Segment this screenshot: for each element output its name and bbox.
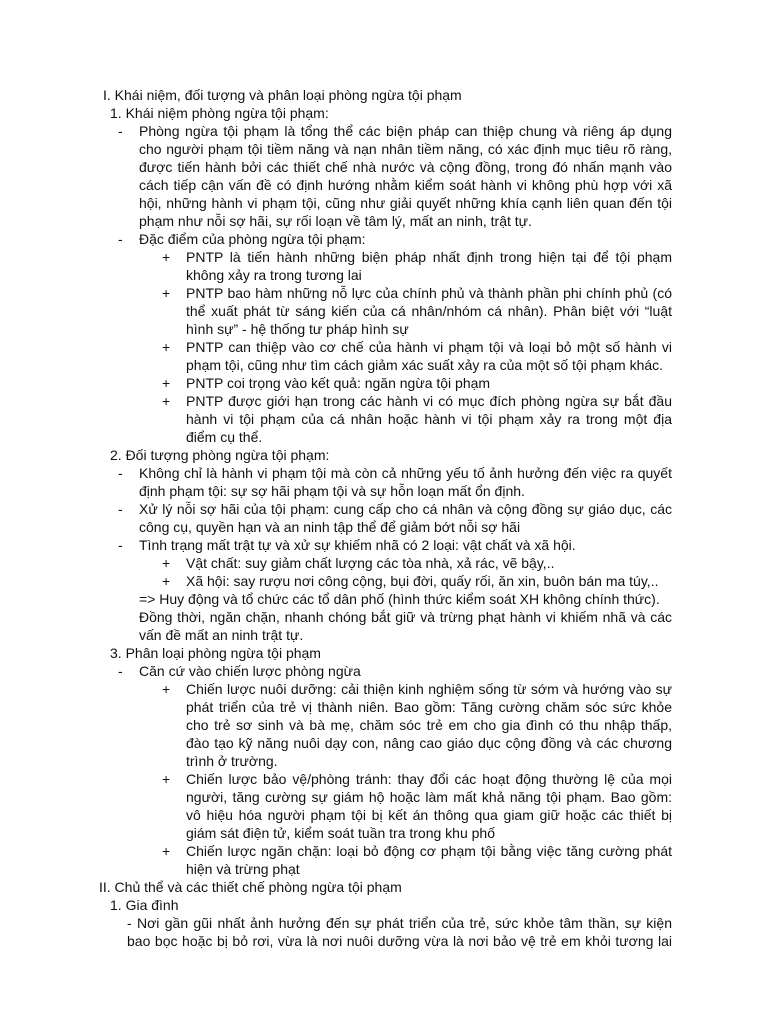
strategy-line: Chiến lược nuôi dưỡng: cải thiện kinh nghiệm sống từ sớm và hướng vào sự: [186, 681, 672, 697]
strategy-line: người, tăng cường sự giám hộ hoặc làm mất khả năng tội phạm. Bao gồm:: [186, 789, 672, 805]
section-heading-2: II. Chủ thể và các thiết chế phòng ngừa tội phạm: [99, 879, 402, 895]
feature-line: PNTP bao hàm những nỗ lực của chính phủ và thành phần phi chính phủ (có: [186, 285, 672, 301]
definition-line: Phòng ngừa tội phạm là tổng thể các biện pháp can thiệp chung và riêng áp dụng: [139, 123, 672, 139]
bullet-dash: -: [118, 537, 123, 553]
bullet-plus: +: [162, 555, 171, 571]
subsection-title-1: 1. Khái niệm phòng ngừa tội phạm:: [110, 105, 329, 121]
bullet-plus: +: [162, 573, 171, 589]
object-subline: Vật chất: suy giảm chất lượng các tòa nhà, xả rác, vẽ bậy,..: [186, 555, 555, 571]
definition-line: được tiến hành bởi các thiết chế nhà nước và cộng đồng, trong đó nhấn mạnh vào: [139, 159, 672, 175]
strategy-line: cho trẻ sơ sinh và bà mẹ, chăm sóc trẻ em cho gia đình có thu nhập thấp,: [186, 717, 672, 733]
family-line: bao bọc hoặc bị bỏ rơi, vừa là nơi nuôi dưỡng vừa là nơi bảo vệ trẻ em khỏi tương lai: [127, 933, 672, 949]
features-title: Đặc điểm của phòng ngừa tội phạm:: [139, 231, 366, 247]
feature-line: thể xuất phát từ sáng kiến của cá nhân/nhóm cá nhân). Phân biệt với “luật: [186, 303, 672, 319]
classification-basis: Căn cứ vào chiến lược phòng ngừa: [139, 663, 361, 679]
feature-line: điểm cụ thể.: [186, 429, 263, 445]
object-line: vấn đề mất an ninh trật tự.: [139, 627, 304, 643]
bullet-dash: -: [118, 465, 123, 481]
feature-line: hình sự” - hệ thống tư pháp hình sự: [186, 321, 409, 337]
bullet-plus: +: [162, 771, 171, 787]
definition-line: phạm như nỗi sợ hãi, sự rối loạn về tâm lý, mất an ninh, trật tự.: [139, 213, 532, 229]
bullet-plus: +: [162, 285, 171, 301]
object-subline: Xã hội: say rượu nơi công cộng, bụi đời, quấy rối, ăn xin, buôn bán ma túy,..: [186, 573, 659, 589]
family-line: - Nơi gần gũi nhất ảnh hưởng đến sự phát triển của trẻ, sức khỏe tâm thần, sự kiện: [127, 915, 672, 931]
bullet-dash: -: [118, 663, 123, 679]
bullet-plus: +: [162, 843, 171, 859]
bullet-dash: -: [118, 231, 123, 247]
feature-line: phạm tội, cũng như tìm cách giảm xác suất xảy ra của một số tội phạm khác.: [186, 357, 664, 373]
strategy-line: vô hiệu hóa người phạm tội bị kết án thông qua giam giữ hoặc các thiết bị: [186, 807, 672, 823]
definition-line: hội, những hành vi phạm tội, cũng như giải quyết những khía cạnh liên quan đến tội: [139, 195, 672, 211]
bullet-plus: +: [162, 339, 171, 355]
strategy-line: đào tạo kỹ năng nuôi dạy con, nâng cao giáo dục cộng đồng và các chương: [186, 735, 672, 751]
strategy-line: Chiến lược ngăn chặn: loại bỏ động cơ phạm tội bằng việc tăng cường phát: [186, 843, 672, 859]
feature-line: hành vi tội phạm của cá nhân hoặc hành vi tội phạm xảy ra trong một địa: [186, 411, 672, 427]
object-line: => Huy động và tổ chức các tổ dân phố (hình thức kiểm soát XH không chính thức).: [139, 591, 660, 607]
feature-line: PNTP là tiến hành những biện pháp nhất định trong hiện tại để tội phạm: [186, 249, 672, 265]
bullet-dash: -: [118, 123, 123, 139]
feature-line: không xảy ra trong tương lai: [186, 267, 362, 283]
section-heading-1: I. Khái niệm, đối tượng và phân loại phòng ngừa tội phạm: [103, 87, 462, 103]
bullet-plus: +: [162, 375, 171, 391]
bullet-plus: +: [162, 393, 171, 409]
strategy-line: phát triển của trẻ vị thành niên. Bao gồm: Tăng cường chăm sóc sức khỏe: [186, 699, 672, 715]
strategy-line: Chiến lược bảo vệ/phòng tránh: thay đổi các hoạt động thường lệ của mọi: [186, 771, 672, 787]
object-line: Xử lý nỗi sợ hãi của tội phạm: cung cấp cho cá nhân và cộng đồng sự giáo dục, các: [139, 501, 672, 517]
strategy-line: trình ở trường.: [186, 753, 278, 769]
strategy-line: giám sát điện tử, kiểm soát tuần tra trong khu phố: [186, 825, 495, 841]
subsection-title-2: 2. Đối tượng phòng ngừa tội phạm:: [110, 447, 330, 463]
object-line: Đồng thời, ngăn chặn, nhanh chóng bắt giữ và trừng phạt hành vi khiếm nhã và các: [139, 609, 672, 625]
feature-line: PNTP coi trọng vào kết quả: ngăn ngừa tội phạm: [186, 375, 491, 391]
object-line: định phạm tội: sự sợ hãi phạm tội và sự hỗn loạn mất ổn định.: [139, 483, 525, 499]
feature-line: PNTP được giới hạn trong các hành vi có mục đích phòng ngừa sự bắt đầu: [186, 393, 672, 409]
feature-line: PNTP can thiệp vào cơ chế của hành vi phạm tội và loại bỏ một số hành vi: [186, 339, 672, 355]
strategy-line: hiện và trừng phạt: [186, 861, 300, 877]
definition-line: cho người phạm tội tiềm năng và nạn nhân tiềm năng, có xác định mục tiêu rõ ràng,: [139, 141, 672, 157]
object-line: công cụ, quyền hạn và an ninh tập thể để giảm bớt nỗi sợ hãi: [139, 519, 521, 535]
bullet-dash: -: [118, 501, 123, 517]
object-line: Tình trạng mất trật tự và xử sự khiếm nhã có 2 loại: vật chất và xã hội.: [139, 537, 576, 553]
bullet-plus: +: [162, 249, 171, 265]
subsection-title-3: 3. Phân loại phòng ngừa tội phạm: [110, 645, 321, 661]
object-line: Không chỉ là hành vi phạm tội mà còn cả những yếu tố ảnh hưởng đến việc ra quyết: [139, 465, 672, 481]
bullet-plus: +: [162, 681, 171, 697]
definition-line: cách tiếp cận vấn đề có định hướng nhằm kiểm soát hành vi không phù hợp với xã: [139, 177, 672, 193]
subsection-title-4: 1. Gia đình: [110, 897, 179, 913]
